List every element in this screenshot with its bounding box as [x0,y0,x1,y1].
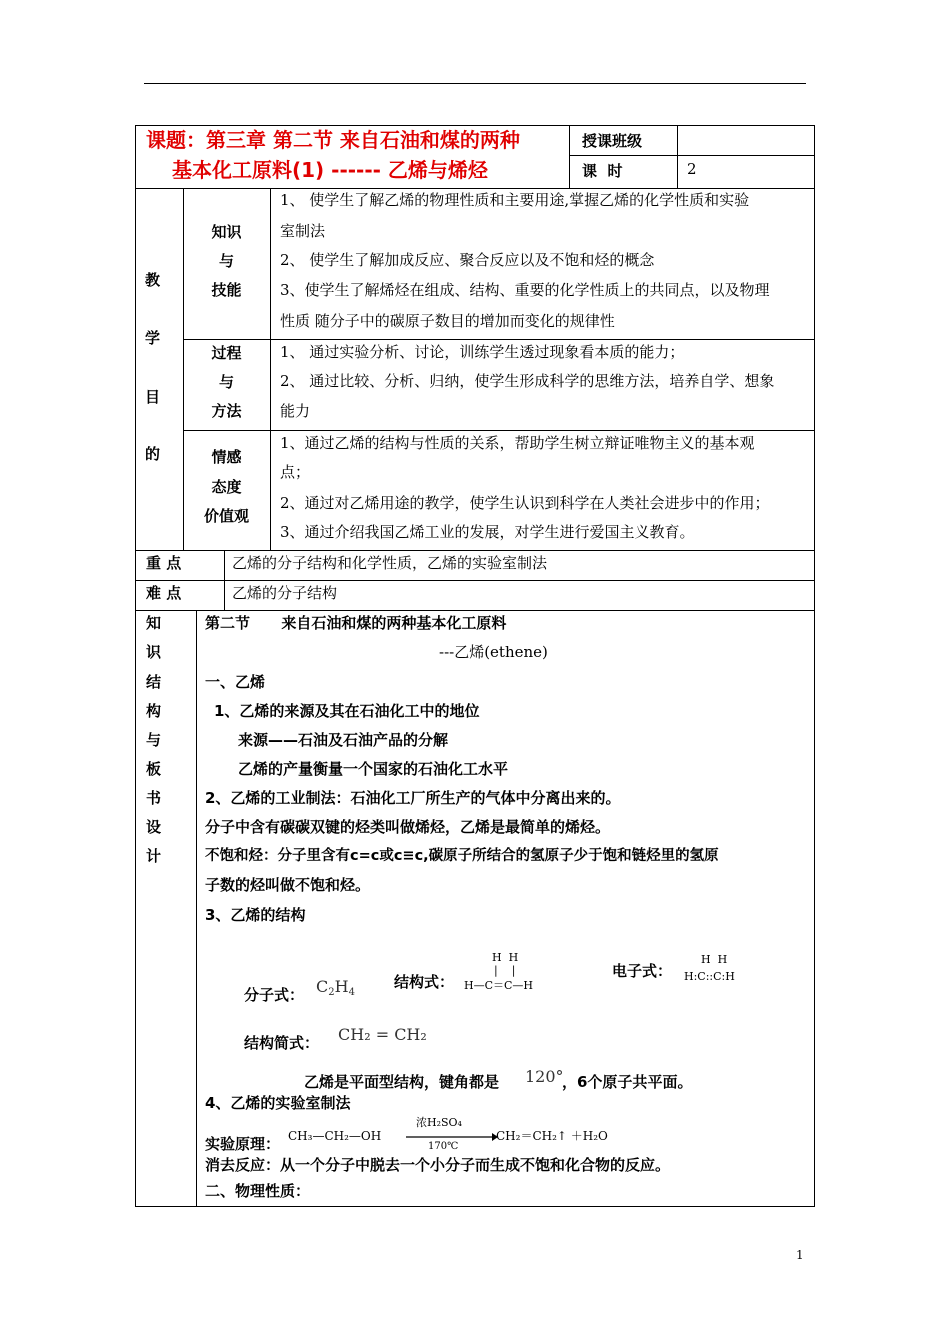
board-label-char: 与 [146,731,162,749]
board-line: 分子中含有碳碳双键的烃类叫做烯烃，乙烯是最简单的烯烃。 [205,818,611,836]
board-line: 乙烯的产量衡量一个国家的石油化工水平 [238,760,509,778]
objectives-label-3: 目 [145,388,161,406]
grid-line [196,610,197,1207]
board-line: 一、乙烯 [205,673,266,691]
board-line: 子数的烃叫做不饱和烃。 [205,876,371,894]
simple-formula: CH₂ = CH₂ [338,1025,427,1044]
reactant: CH₃—CH₂—OH [288,1129,382,1143]
electron-label: 电子式： [612,962,673,980]
lesson-title-line1: 课题：第三章 第二节 来自石油和煤的两种 [146,128,520,152]
struct-label: 结构式： [394,973,455,991]
molecular-formula: $C_2H_4$ [316,977,355,998]
grid-line [136,610,815,611]
physical-properties-heading: 二、物理性质： [205,1182,311,1200]
emotion-line: 1、通过乙烯的结构与性质的关系，帮助学生树立辩证唯物主义的基本观 [280,434,755,452]
emotion-label-3: 价值观 [203,507,249,525]
board-line: 1、乙烯的来源及其在石油化工中的地位 [214,702,480,720]
board-label-char: 识 [146,643,162,661]
knowledge-line: 性质 随分子中的碳原子数目的增加而变化的规律性 [280,312,615,330]
struct-h-top: H H [492,951,519,964]
formula-label: 分子式： [244,986,305,1004]
principle-label: 实验原理： [205,1135,281,1153]
grid-line [270,188,271,550]
knowledge-line: 室制法 [280,222,326,240]
board-label-char: 构 [146,702,162,720]
header-rule [144,83,806,84]
product: CH₂＝CH₂↑ ＋H₂O [496,1129,608,1143]
lesson-title-line2: 基本化工原料(1) ------ 乙烯与烯烃 [172,158,488,182]
objectives-label-4: 的 [145,445,161,463]
bond-angle: 120° [525,1067,564,1086]
condition-top: 浓H₂SO₄ [416,1116,462,1129]
knowledge-line: 2、 使学生了解加成反应、聚合反应以及不饱和烃的概念 [280,251,655,269]
board-label-char: 设 [146,818,162,836]
difficulty-value: 乙烯的分子结构 [232,584,338,602]
board-label-char: 板 [146,760,162,778]
difficulty-label: 难 点 [146,584,182,602]
process-label-3: 方法 [211,402,242,420]
knowledge-line: 1、 使学生了解乙烯的物理性质和主要用途,掌握乙烯的化学性质和实验 [280,191,750,209]
grid-line [183,339,815,340]
lesson-plan-table [135,125,815,1207]
knowledge-label-1: 知识 [211,223,242,241]
grid-line [677,126,678,188]
condition-bottom: 170℃ [428,1141,459,1152]
key-point-label: 重 点 [146,554,182,572]
emotion-line: 3、通过介绍我国乙烯工业的发展，对学生进行爱国主义教育。 [280,523,695,541]
emotion-label-2: 态度 [211,478,242,496]
emotion-line: 点； [280,463,311,481]
knowledge-line: 3、使学生了解烯烃在组成、结构、重要的化学性质上的共同点，以及物理 [280,281,770,299]
process-line: 能力 [280,402,311,420]
board-subtitle: ---乙烯(ethene) [439,643,548,661]
process-label-2: 与 [218,373,234,391]
hours-value: 2 [687,160,697,178]
board-line: 来源——石油及石油产品的分解 [238,731,449,749]
board-line: 3、乙烯的结构 [205,906,306,924]
grid-line [569,126,570,188]
board-label-char: 知 [146,614,162,632]
grid-line [183,430,815,431]
lab-title: 4、乙烯的实验室制法 [205,1094,351,1112]
hours-label: 课 时 [582,162,623,180]
process-label-1: 过程 [211,344,242,362]
board-section-title: 第二节 来自石油和煤的两种基本化工原料 [205,614,507,632]
board-line: 不饱和烃：分子里含有c=c或c≡c,碳原子所结合的氢原子少于饱和链烃里的氢原 [205,848,719,864]
board-line: 2、乙烯的工业制法：石油化工厂所生产的气体中分离出来的。 [205,789,621,807]
planar-text-b: ，6个原子共平面。 [562,1073,693,1091]
board-label-char: 结 [146,673,162,691]
electron-top: H H [701,953,728,966]
grid-line [136,550,815,551]
key-point-value: 乙烯的分子结构和化学性质，乙烯的实验室制法 [232,554,548,572]
class-label: 授课班级 [582,132,643,150]
objectives-label-1: 教 [145,271,161,289]
emotion-line: 2、通过对乙烯用途的教学，使学生认识到科学在人类社会进步中的作用； [280,494,770,512]
planar-text-a: 乙烯是平面型结构，键角都是 [304,1073,500,1091]
grid-line [569,155,815,156]
simple-formula-label: 结构简式： [244,1034,320,1052]
knowledge-label-2: 与 [218,252,234,270]
objectives-label-2: 学 [145,329,161,347]
board-label-char: 计 [146,847,162,865]
knowledge-label-3: 技能 [211,281,242,299]
process-line: 1、 通过实验分析、讨论，训练学生透过现象看本质的能力； [280,343,685,361]
elimination-definition: 消去反应：从一个分子中脱去一个小分子而生成不饱和化合物的反应。 [205,1156,671,1174]
board-label-char: 书 [146,789,162,807]
grid-line [136,580,815,581]
electron-main: H:C::C:H [684,970,735,983]
process-line: 2、 通过比较、分析、归纳，使学生形成科学的思维方法，培养自学、想象 [280,372,775,390]
emotion-label-1: 情感 [211,448,242,466]
struct-bars: | | [494,964,516,977]
struct-main: H—C＝C—H [464,979,534,992]
page-number: 1 [796,1248,804,1262]
